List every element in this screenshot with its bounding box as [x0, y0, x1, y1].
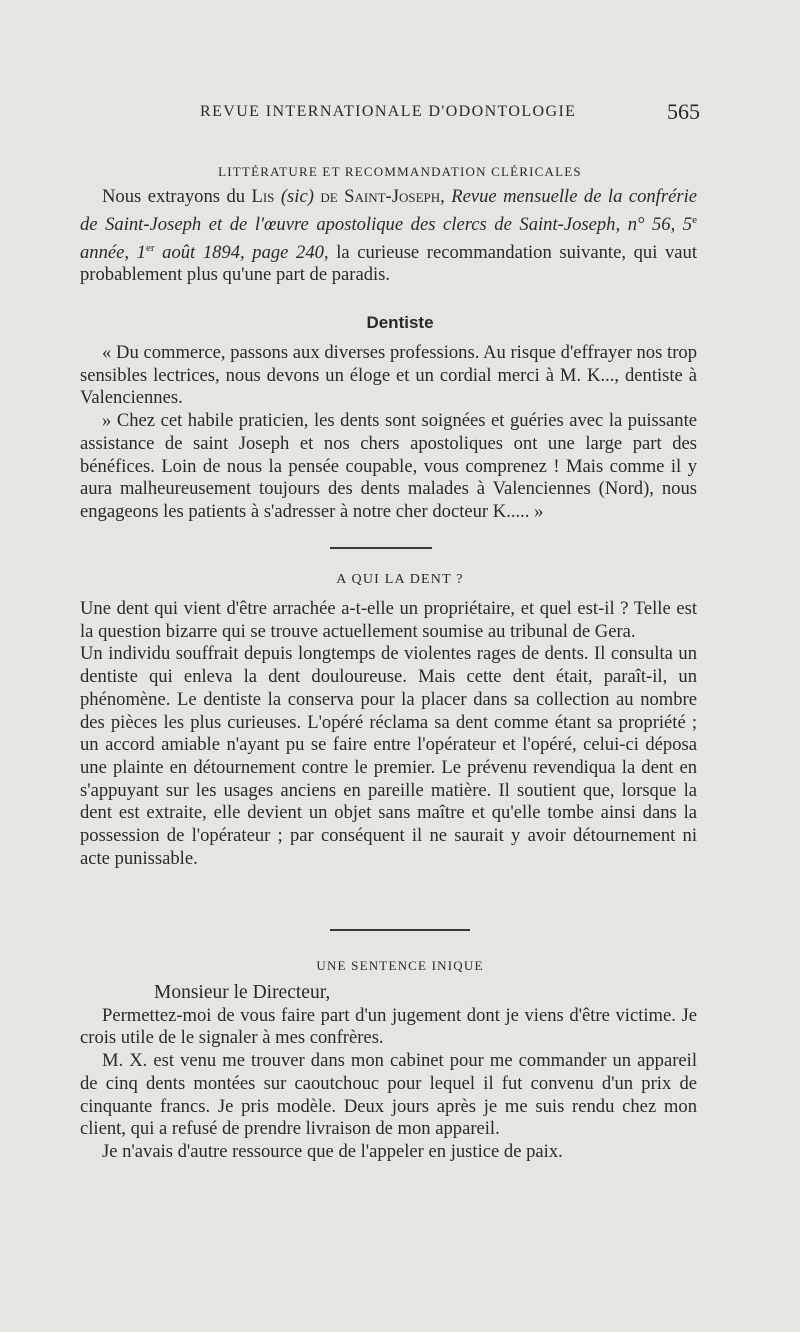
intro-de: de [320, 186, 338, 207]
section2-block [80, 598, 697, 870]
letter-salutation: Monsieur le Directeur, [154, 982, 331, 1003]
quote-paragraph-2: » Chez cet habile praticien, les dents sont soignées et guéries avec la puissante assistance de saint Joseph et nos chers apostoliques ont une large part des bénéfices. Loin de nous la pensée coupable, vous comprenez ! Mais comme il y aura malheureusement toujours des dents malades à Valenciennes (Nord), nous engageons les patients à s'adresser à notre cher docteur K..... » [80, 410, 697, 522]
intro-annee: année, 1 [80, 241, 146, 263]
section-divider [330, 547, 432, 549]
section-title-sentence-inique: UNE SENTENCE INIQUE [316, 958, 484, 973]
running-head [200, 99, 700, 133]
section2-paragraph-1: Une dent qui vient d'être arrachée a-t-elle un propriétaire, et quel est-il ? Telle est la question bizarre qui se trouve actuellement soumise au tribunal de Gera. [80, 598, 697, 642]
section1-intro-block [80, 186, 697, 287]
section-divider [330, 929, 470, 931]
intro-revue: Revue mensuelle de la confrérie de Saint-Joseph et de l'œuvre apostolique des clercs de Saint-Joseph, n° 56, 5 [80, 186, 697, 235]
quote-paragraph-1: « Du commerce, passons aux diverses professions. Au risque d'effrayer nos trop sensibles lectrices, nous devons un éloge et un cordial merci à M. K..., dentiste à Valenciennes. [80, 342, 697, 409]
intro-aout: août 1894, page 240, [162, 241, 329, 263]
intro-text-a: Nous extrayons du [102, 186, 252, 207]
section3-block [80, 982, 697, 1164]
section1-quote-block [80, 342, 697, 524]
letter-paragraph-2: M. X. est venu me trouver dans mon cabinet pour me commander un appareil de cinq dents montées sur caoutchouc pour lequel il fut convenu d'un prix de cinquante francs. Je pris modèle. Deux jours après je me suis rendu chez mon client, qui a refusé de prendre livraison de mon appareil. [80, 1050, 697, 1140]
letter-paragraph-1: Permettez-moi de vous faire part d'un jugement dont je viens d'être victime. Je crois utile de le signaler à mes confrères. [80, 1004, 697, 1049]
page-number: 565 [667, 99, 700, 124]
intro-sic: (sic) [280, 186, 314, 207]
intro-paragraph [80, 186, 697, 287]
intro-e-sup: e [692, 213, 697, 226]
subhead-dentiste: Dentiste [366, 313, 434, 332]
intro-lis: Lis [251, 186, 275, 207]
section-title-litterature: LITTÉRATURE ET RECOMMANDATION CLÉRICALES [218, 164, 582, 179]
section2-paragraph-2: Un individu souffrait depuis longtemps de violentes rages de dents. Il consulta un dentiste qui enleva la dent douloureuse. Mais cette dent était, paraît-il, un phénomène. Le dentiste la conserva pour la placer dans sa collection au nombre des pièces les plus curieuses. L'opéré réclama sa dent comme étant sa propriété ; un accord amiable n'ayant pu se faire entre l'opérateur et l'opéré, celui-ci déposa une plainte en détournement contre le premier. Le prévenu revendiqua la dent en s'appuyant sur les usages anciens en pareille matière. Il soutient que, lorsque la dent est extraite, elle devient un objet sans maître et qu'elle tombe ainsi dans la possession de l'opérateur ; par conséquent il ne saurait y avoir détournement ni acte punissable. [80, 643, 697, 869]
letter-paragraph-3: Je n'avais d'autre ressource que de l'appeler en justice de paix. [102, 1140, 563, 1162]
journal-title: REVUE INTERNATIONALE D'ODONTOLOGIE [200, 103, 577, 120]
intro-saint-joseph: Saint-Joseph, [344, 186, 445, 207]
intro-er-sup: er [145, 241, 155, 254]
section-title-a-qui-la-dent: A QUI LA DENT ? [336, 572, 464, 587]
intro-rest: la curieuse recommandation suivante, qui vaut probablement plus qu'une part de paradis. [80, 241, 697, 286]
